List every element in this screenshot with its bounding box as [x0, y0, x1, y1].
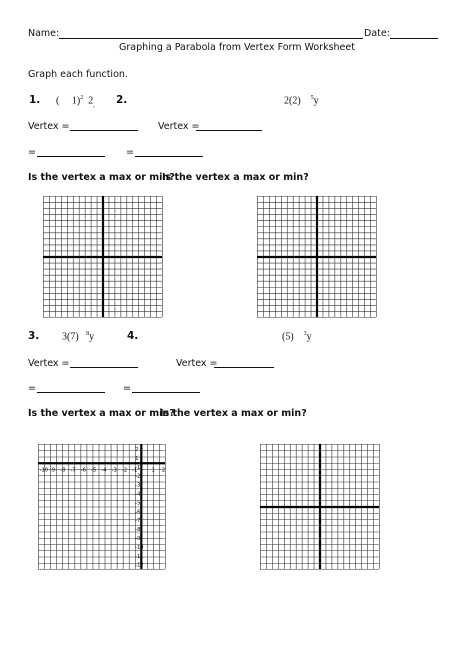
y-tick-label: -9	[135, 536, 141, 542]
problem-1-vertex-field[interactable]	[70, 130, 138, 131]
problem-4-question: Is the vertex a max or min?	[160, 408, 307, 419]
graph-2-grid[interactable]	[257, 196, 377, 318]
problem-1-vertex-label: Vertex =	[28, 121, 70, 132]
graph-3-grid[interactable]	[38, 444, 166, 570]
name-field[interactable]	[59, 38, 363, 39]
date-label: Date:	[364, 28, 390, 39]
x-tick-label: -2	[122, 467, 128, 474]
problem-1-equals-label: =	[28, 147, 36, 158]
problem-4-number: 4.	[127, 330, 139, 342]
problem-3-equation: 3(7) $^8$y	[62, 331, 95, 343]
problem-4-vertex-field[interactable]	[214, 367, 274, 368]
worksheet-title: Graphing a Parabola from Vertex Form Worksheet	[119, 42, 355, 53]
problem-2-equation: 2(2) $^5$y	[284, 95, 319, 107]
problem-4-vertex-label: Vertex =	[176, 358, 218, 369]
problem-1-equation: ( 1)$^2$ $2_,$	[56, 95, 95, 109]
problem-2-number: 2.	[116, 94, 128, 106]
problem-2-equals-field[interactable]	[135, 156, 203, 157]
y-tick-label: -10	[135, 544, 144, 551]
x-tick-label: -3	[111, 467, 117, 474]
problem-3-equals-label: =	[28, 383, 36, 394]
problem-3-vertex-label: Vertex =	[28, 358, 70, 369]
x-tick-label: -8	[60, 467, 66, 474]
x-tick-label: -4	[101, 467, 107, 474]
x-tick-label: -10	[39, 467, 48, 474]
x-tick-label: -1	[132, 467, 138, 474]
y-tick-label: 1	[135, 455, 139, 462]
y-tick-label: -5	[135, 500, 141, 507]
x-tick-label: 2	[161, 467, 166, 474]
x-tick-label: -9	[50, 467, 56, 474]
name-label: Name:	[28, 28, 60, 39]
problem-4-equals-label: =	[123, 383, 131, 394]
date-field[interactable]	[390, 38, 438, 39]
y-tick-label: -6	[135, 509, 141, 516]
x-tick-label: -7	[70, 467, 76, 474]
problem-4-equation: (5) $^3$y	[282, 331, 312, 343]
problem-2-question: Is the vertex a max or min?	[162, 172, 309, 183]
problem-4-equals-field[interactable]	[132, 392, 200, 393]
problem-3-equals-field[interactable]	[37, 392, 105, 393]
problem-3-number: 3.	[28, 330, 40, 342]
graph-4-grid[interactable]	[260, 444, 380, 570]
y-tick-label: -1	[135, 464, 141, 471]
problem-2-vertex-label: Vertex =	[158, 121, 200, 132]
problem-1-question: Is the vertex a max or min?	[28, 172, 175, 183]
x-tick-label: -5	[91, 467, 97, 474]
problem-3-question: Is the vertex a max or min?	[28, 408, 175, 419]
problem-1-number: 1.	[29, 94, 41, 106]
problem-2-vertex-field[interactable]	[196, 130, 262, 131]
y-tick-label: -8	[135, 527, 141, 534]
y-tick-label: -3	[135, 482, 141, 489]
y-tick-label: -11	[135, 553, 144, 560]
x-tick-label: 1	[151, 467, 155, 474]
y-tick-label: 2	[135, 447, 139, 453]
y-tick-label: -7	[135, 518, 141, 525]
graph-1-grid[interactable]	[43, 196, 163, 318]
problem-3-vertex-field[interactable]	[70, 367, 138, 368]
problem-2-equals-label: =	[126, 147, 134, 158]
y-tick-label: -4	[135, 491, 141, 498]
y-tick-label: -2	[135, 473, 141, 480]
x-tick-label: -6	[80, 467, 86, 474]
problem-1-equals-field[interactable]	[37, 156, 105, 157]
y-tick-label: -12	[135, 562, 144, 569]
instructions: Graph each function.	[28, 69, 128, 80]
